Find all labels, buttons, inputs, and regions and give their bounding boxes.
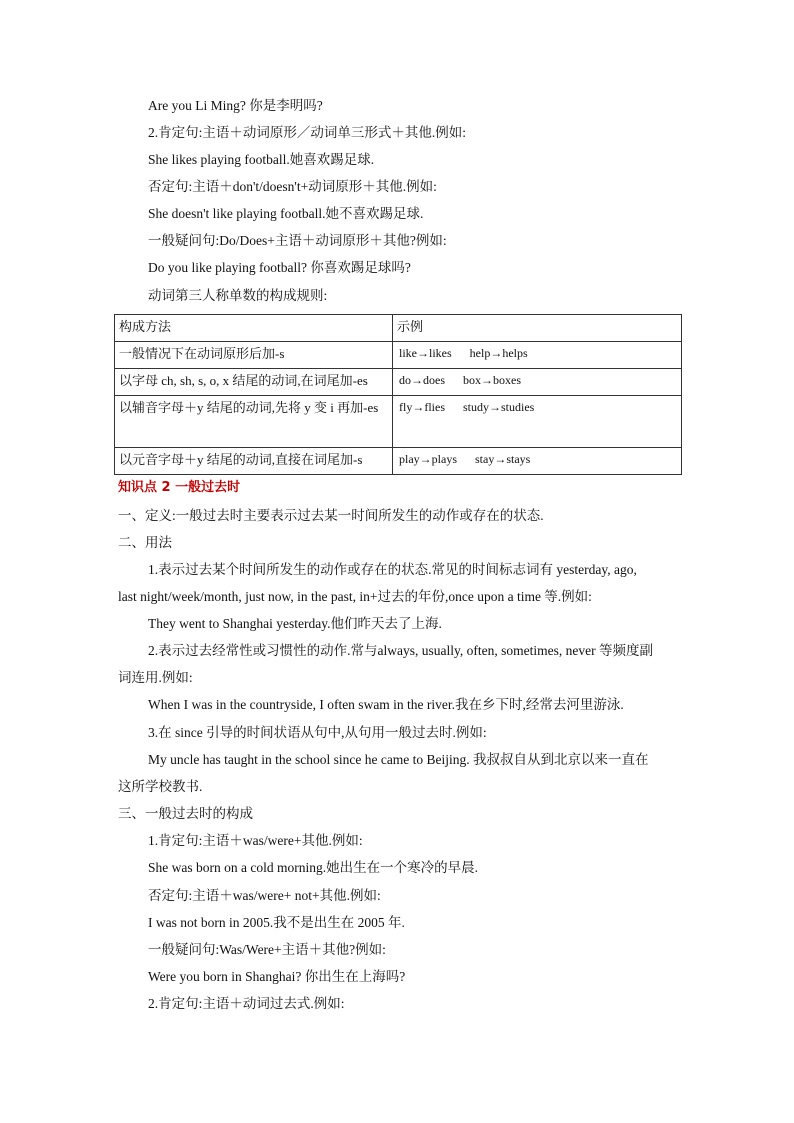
example-cell <box>393 448 682 475</box>
subsection-title: 二、用法 <box>118 535 172 550</box>
method-cell: 以字母 ch, sh, s, o, x 结尾的动词,在词尾加-es <box>115 369 393 396</box>
example-word: study→studies <box>463 400 535 414</box>
rule-text: 否定句:主语＋don't/doesn't+动词原形＋其他.例如: <box>148 179 437 194</box>
subsection-title: 三、一般过去时的构成 <box>118 806 253 821</box>
example-word: fly→flies <box>399 400 445 414</box>
example-word: play→plays <box>399 452 457 466</box>
section-heading: 知识点 2 一般过去时 <box>118 480 241 495</box>
rule-text: 1.表示过去某个时间所发生的动作或存在的状态.常见的时间标志词有 yesterday, ago, <box>148 562 637 577</box>
example-sentence: I was not born in 2005.我不是出生在 2005 年. <box>148 915 405 930</box>
example-sentence: She was born on a cold morning.她出生在一个寒冷的早晨. <box>148 860 478 875</box>
example-word: help→helps <box>469 346 528 360</box>
table-row <box>115 396 682 448</box>
example-cell <box>393 396 682 448</box>
example-sentence: Were you born in Shanghai? 你出生在上海吗? <box>148 969 406 984</box>
table-intro: 动词第三人称单数的构成规则: <box>148 288 328 303</box>
rule-text: last night/week/month, just now, in the past, in+过去的年份,once upon a time 等.例如: <box>118 589 592 604</box>
example-word: do→does <box>399 373 445 387</box>
table-header-cell: 构成方法 <box>115 315 393 342</box>
table-header-row <box>115 315 682 342</box>
example-cell <box>393 342 682 369</box>
method-cell: 以辅音字母＋y 结尾的动词,先将 y 变 i 再加-es <box>115 396 393 448</box>
rule-text: 2.肯定句:主语＋动词过去式.例如: <box>148 996 345 1011</box>
table-row <box>115 448 682 475</box>
example-word: like→likes <box>399 346 452 360</box>
example-sentence: Are you Li Ming? 你是李明吗? <box>148 98 323 113</box>
example-sentence: She doesn't like playing football.她不喜欢踢足球. <box>148 206 424 221</box>
method-cell: 以元音字母＋y 结尾的动词,直接在词尾加-s <box>115 448 393 475</box>
rule-text: 2.表示过去经常性或习惯性的动作.常与always, usually, often, sometimes, never 等频度副 <box>148 643 653 658</box>
rule-text: 2.肯定句:主语＋动词原形／动词单三形式＋其他.例如: <box>148 125 467 140</box>
example-sentence: They went to Shanghai yesterday.他们昨天去了上海. <box>148 616 442 631</box>
example-sentence: She likes playing football.她喜欢踢足球. <box>148 152 375 167</box>
table-row <box>115 342 682 369</box>
example-sentence: 这所学校教书. <box>118 779 203 794</box>
example-sentence: When I was in the countryside, I often swam in the river.我在乡下时,经常去河里游泳. <box>148 697 624 712</box>
rule-text: 词连用.例如: <box>118 670 193 685</box>
table-row <box>115 369 682 396</box>
rule-text: 一般疑问句:Do/Does+主语＋动词原形＋其他?例如: <box>148 233 447 248</box>
example-word: stay→stays <box>475 452 531 466</box>
example-sentence: My uncle has taught in the school since he came to Beijing. 我叔叔自从到北京以来一直在 <box>148 752 649 767</box>
rule-text: 3.在 since 引导的时间状语从句中,从句用一般过去时.例如: <box>148 725 487 740</box>
table-header-cell: 示例 <box>393 315 682 342</box>
method-cell: 一般情况下在动词原形后加-s <box>115 342 393 369</box>
rule-text: 一般疑问句:Was/Were+主语＋其他?例如: <box>148 942 386 957</box>
example-sentence: Do you like playing football? 你喜欢踢足球吗? <box>148 260 411 275</box>
rule-text: 否定句:主语＋was/were+ not+其他.例如: <box>148 888 381 903</box>
definition-text: 一、定义:一般过去时主要表示过去某一时间所发生的动作或存在的状态. <box>118 508 544 523</box>
example-cell <box>393 369 682 396</box>
rule-text: 1.肯定句:主语＋was/were+其他.例如: <box>148 833 363 848</box>
third-person-singular-table <box>114 314 682 475</box>
example-word: box→boxes <box>463 373 521 387</box>
